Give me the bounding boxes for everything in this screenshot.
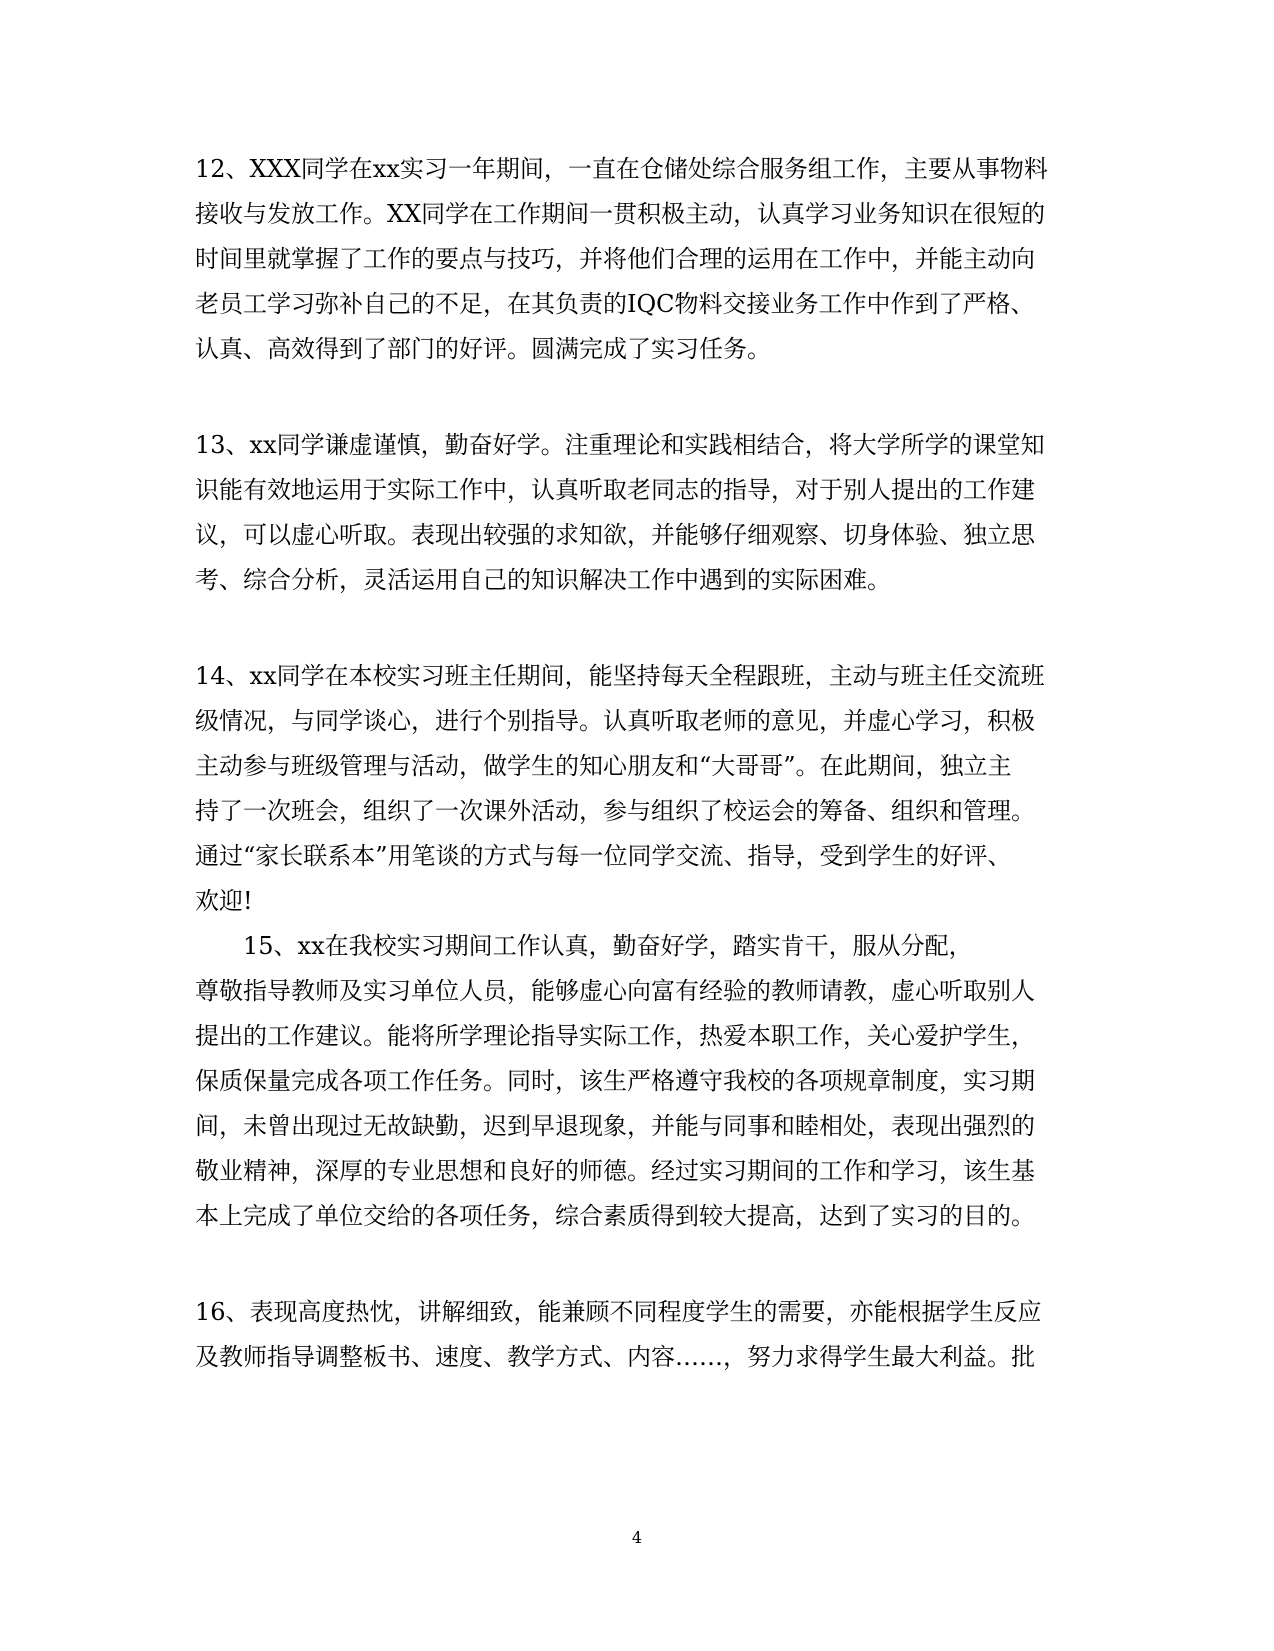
text-line: 主动参与班级管理与活动，做学生的知心朋友和“大哥哥”。在此期间，独立主 [195,752,1012,780]
text-line: 16、表现高度热忱，讲解细致，能兼顾不同程度学生的需要，亦能根据学生反应 [195,1298,1042,1326]
text-line: 通过“家长联系本”用笔谈的方式与每一位同学交流、指导，受到学生的好评、 [195,842,1012,870]
page-number: 4 [631,1528,643,1547]
text-line: 识能有效地运用于实际工作中，认真听取老同志的指导，对于别人提出的工作建 [195,476,1035,504]
text-line: 认真、高效得到了部门的好评。圆满完成了实习任务。 [195,335,771,363]
text-line: 保质保量完成各项工作任务。同时，该生严格遵守我校的各项规章制度，实习期 [195,1067,1035,1095]
text-line: 尊敬指导教师及实习单位人员，能够虚心向富有经验的教师请教，虚心听取别人 [195,977,1035,1005]
text-line: 间，未曾出现过无故缺勤，迟到早退现象，并能与同事和睦相处，表现出强烈的 [195,1112,1035,1140]
text-line: 13、xx同学谦虚谨慎，勤奋好学。注重理论和实践相结合，将大学所学的课堂知 [195,431,1045,459]
text-line: 欢迎! [195,887,253,915]
text-line: 考、综合分析，灵活运用自己的知识解决工作中遇到的实际困难。 [195,566,891,594]
text-line: 议，可以虚心听取。表现出较强的求知欲，并能够仔细观察、切身体验、独立思 [195,521,1035,549]
text-line: 持了一次班会，组织了一次课外活动，参与组织了校运会的筹备、组织和管理。 [195,797,1035,825]
text-line: 时间里就掌握了工作的要点与技巧，并将他们合理的运用在工作中，并能主动向 [195,245,1035,273]
text-line: 及教师指导调整板书、速度、教学方式、内容……，努力求得学生最大利益。批 [195,1343,1035,1371]
text-line: 老员工学习弥补自己的不足，在其负责的IQC物料交接业务工作中作到了严格、 [195,290,1035,318]
text-line: 本上完成了单位交给的各项任务，综合素质得到较大提高，达到了实习的目的。 [195,1202,1035,1230]
text-line: 12、XXX同学在xx实习一年期间，一直在仓储处综合服务组工作，主要从事物料 [195,155,1048,183]
text-line: 提出的工作建议。能将所学理论指导实际工作，热爱本职工作，关心爱护学生， [195,1022,1035,1050]
text-line: 敬业精神，深厚的专业思想和良好的师德。经过实习期间的工作和学习，该生基 [195,1157,1035,1185]
text-line: 14、xx同学在本校实习班主任期间，能坚持每天全程跟班，主动与班主任交流班 [195,662,1045,690]
text-line: 级情况，与同学谈心，进行个别指导。认真听取老师的意见，并虚心学习，积极 [195,707,1035,735]
text-line: 接收与发放工作。XX同学在工作期间一贯积极主动，认真学习业务知识在很短的 [195,200,1046,228]
text-line: 15、xx在我校实习期间工作认真，勤奋好学，踏实肯干，服从分配， [243,932,973,960]
